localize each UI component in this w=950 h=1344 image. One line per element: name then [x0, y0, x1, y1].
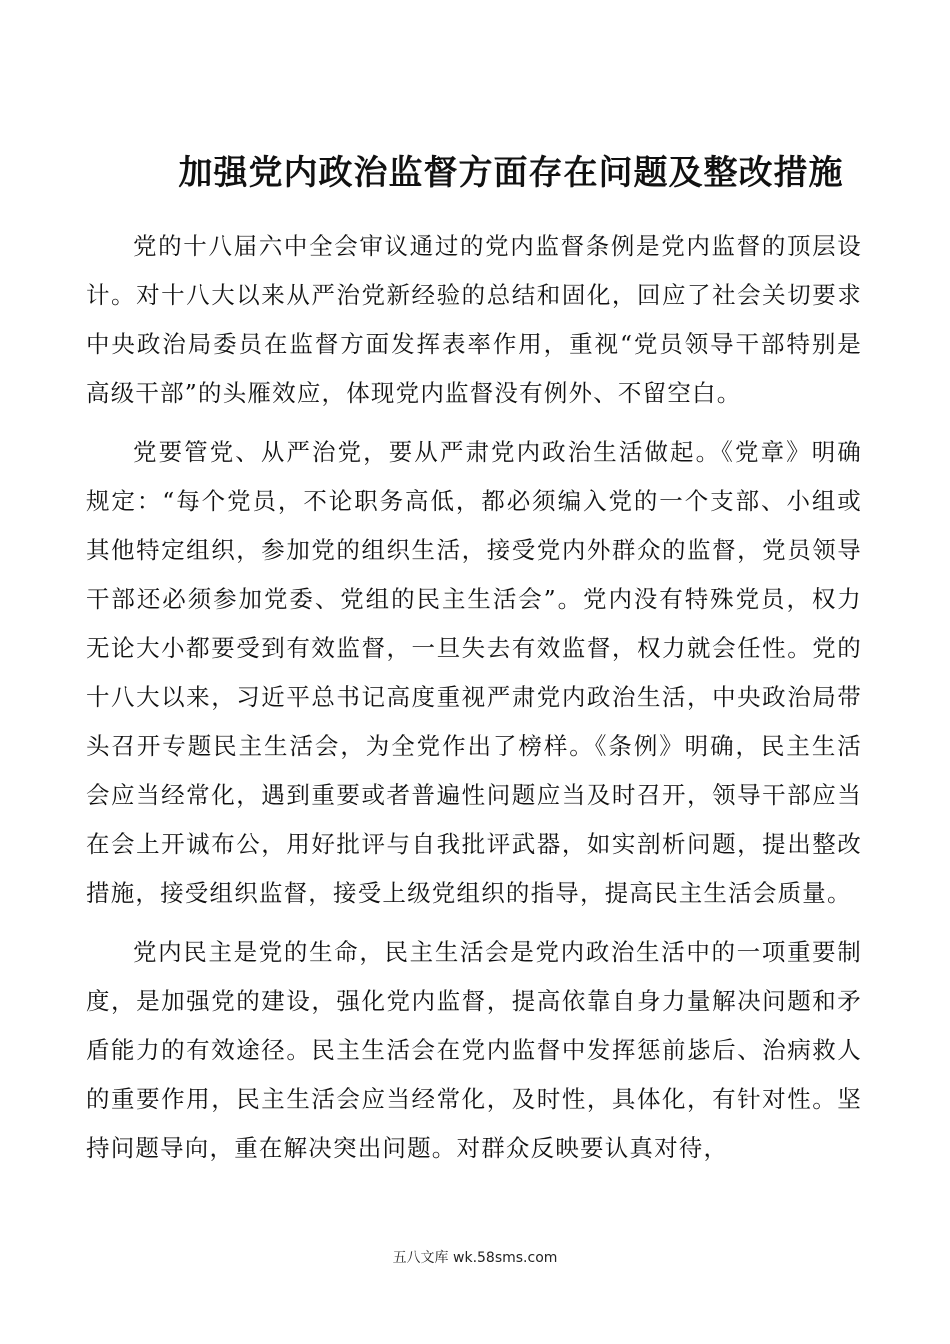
document-title: 加强党内政治监督方面存在问题及整改措施 [178, 153, 844, 193]
paragraph-3: 党内民主是党的生命，民主生活会是党内政治生活中的一项重要制度，是加强党的建设，强化党内监督，提高依靠自身力量解决问题和矛盾能力的有效途径。民主生活会在党内监督中发挥惩前毖后、治病救人的重要作用，民主生活会应当经常化，及时性，具体化，有针对性。坚持问题导向，重在解决突出问题。对群众反映要认真对待， [86, 938, 862, 1162]
paragraph-2: 党要管党、从严治党，要从严肃党内政治生活做起。《党章》明确规定：“每个党员，不论职务高低，都必须编入党的一个支部、小组或其他特定组织，参加党的组织生活，接受党内外群众的监督，党员领导干部还必须参加党委、党组的民主生活会”。党内没有特殊党员，权力无论大小都要受到有效监督，一旦失去有效监督，权力就会任性。党的十八大以来，习近平总书记高度重视严肃党内政治生活，中央政治局带头召开专题民主生活会，为全党作出了榜样。《条例》明确，民主生活会应当经常化，遇到重要或者普遍性问题应当及时召开，领导干部应当在会上开诚布公，用好批评与自我批评武器，如实剖析问题，提出整改措施，接受组织监督，接受上级党组织的指导，提高民主生活会质量。 [86, 438, 862, 907]
document-body [86, 222, 862, 1183]
page-footer: 五八文库 wk.58sms.com [392, 1250, 558, 1266]
paragraph-1: 党的十八届六中全会审议通过的党内监督条例是党内监督的顶层设计。对十八大以来从严治党新经验的总结和固化，回应了社会关切要求中央政治局委员在监督方面发挥表率作用，重视“党员领导干部特别是高级干部”的头雁效应，体现党内监督没有例外、不留空白。 [86, 232, 862, 407]
